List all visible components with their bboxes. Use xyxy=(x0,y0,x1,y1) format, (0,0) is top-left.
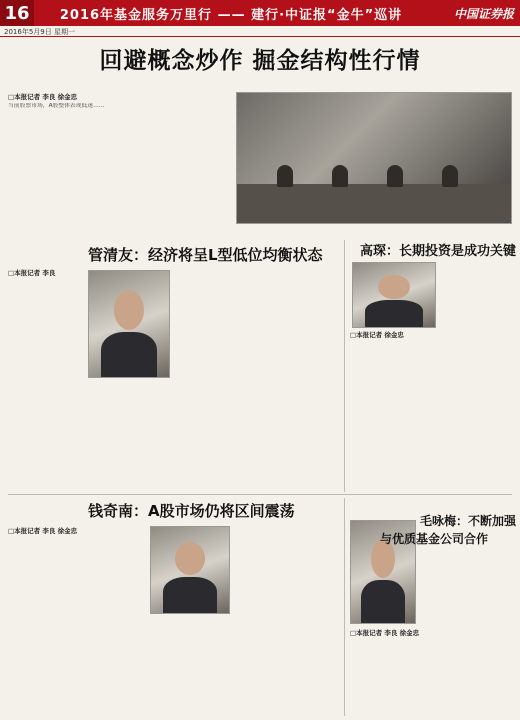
column-divider xyxy=(344,240,345,492)
article2-byline-block xyxy=(350,330,434,338)
article1-byline: □本报记者 李良 xyxy=(8,269,56,277)
portrait-body xyxy=(163,577,218,613)
event-photo xyxy=(236,92,512,224)
article4-headline-line2: 与优质基金公司合作 xyxy=(380,532,489,546)
article3-headline: 钱奇南：A股市场仍将区间震荡 xyxy=(88,502,295,520)
article2-headline: 高琛：长期投资是成功关键 xyxy=(360,244,517,259)
article1-headline: 管清友：经济将呈L型低位均衡状态 xyxy=(88,246,323,264)
lead-body: 当前股票市场，A股整体表现低迷…… xyxy=(8,103,105,109)
masthead-bar xyxy=(0,0,520,26)
newspaper-logo: 中国证券报 xyxy=(453,6,514,21)
portrait-gao-chen xyxy=(352,262,436,328)
article2-byline: □本报记者 徐金忠 xyxy=(350,331,404,339)
article1-byline-block xyxy=(8,268,82,378)
dateline: 2016年5月9日 星期一 xyxy=(4,28,75,36)
portrait-body xyxy=(101,332,157,377)
portrait-head xyxy=(378,275,409,299)
portrait-head xyxy=(114,290,144,330)
column-divider xyxy=(344,498,345,716)
page-number: 16 xyxy=(0,0,34,26)
portrait-guan-qingyou xyxy=(88,270,170,378)
portrait-body xyxy=(361,580,406,623)
photo-figure xyxy=(387,165,403,187)
portrait-qian-qinan xyxy=(150,526,230,614)
section-divider xyxy=(8,494,512,495)
article4-headline-line1: 毛咏梅：不断加强 xyxy=(420,514,517,528)
photo-figure xyxy=(277,165,293,187)
portrait-head xyxy=(175,542,205,575)
photo-desk xyxy=(237,184,511,223)
photo-figure xyxy=(442,165,458,187)
lead-headline: 回避概念炒作 掘金结构性行情 xyxy=(99,48,421,74)
lead-article xyxy=(8,92,230,232)
header-rule xyxy=(0,36,520,37)
article4-byline: □本报记者 李良 徐金忠 xyxy=(350,629,420,637)
article3-byline: □本报记者 李良 徐金忠 xyxy=(8,527,78,535)
photo-figure xyxy=(332,165,348,187)
article3-byline-block xyxy=(8,526,82,536)
lead-byline: □本报记者 李良 徐金忠 xyxy=(8,93,78,101)
article4-byline-block xyxy=(350,628,430,636)
section-banner: 2016年基金服务万里行 —— 建行·中证报“金牛”巡讲 xyxy=(59,7,403,23)
portrait-body xyxy=(365,300,422,327)
